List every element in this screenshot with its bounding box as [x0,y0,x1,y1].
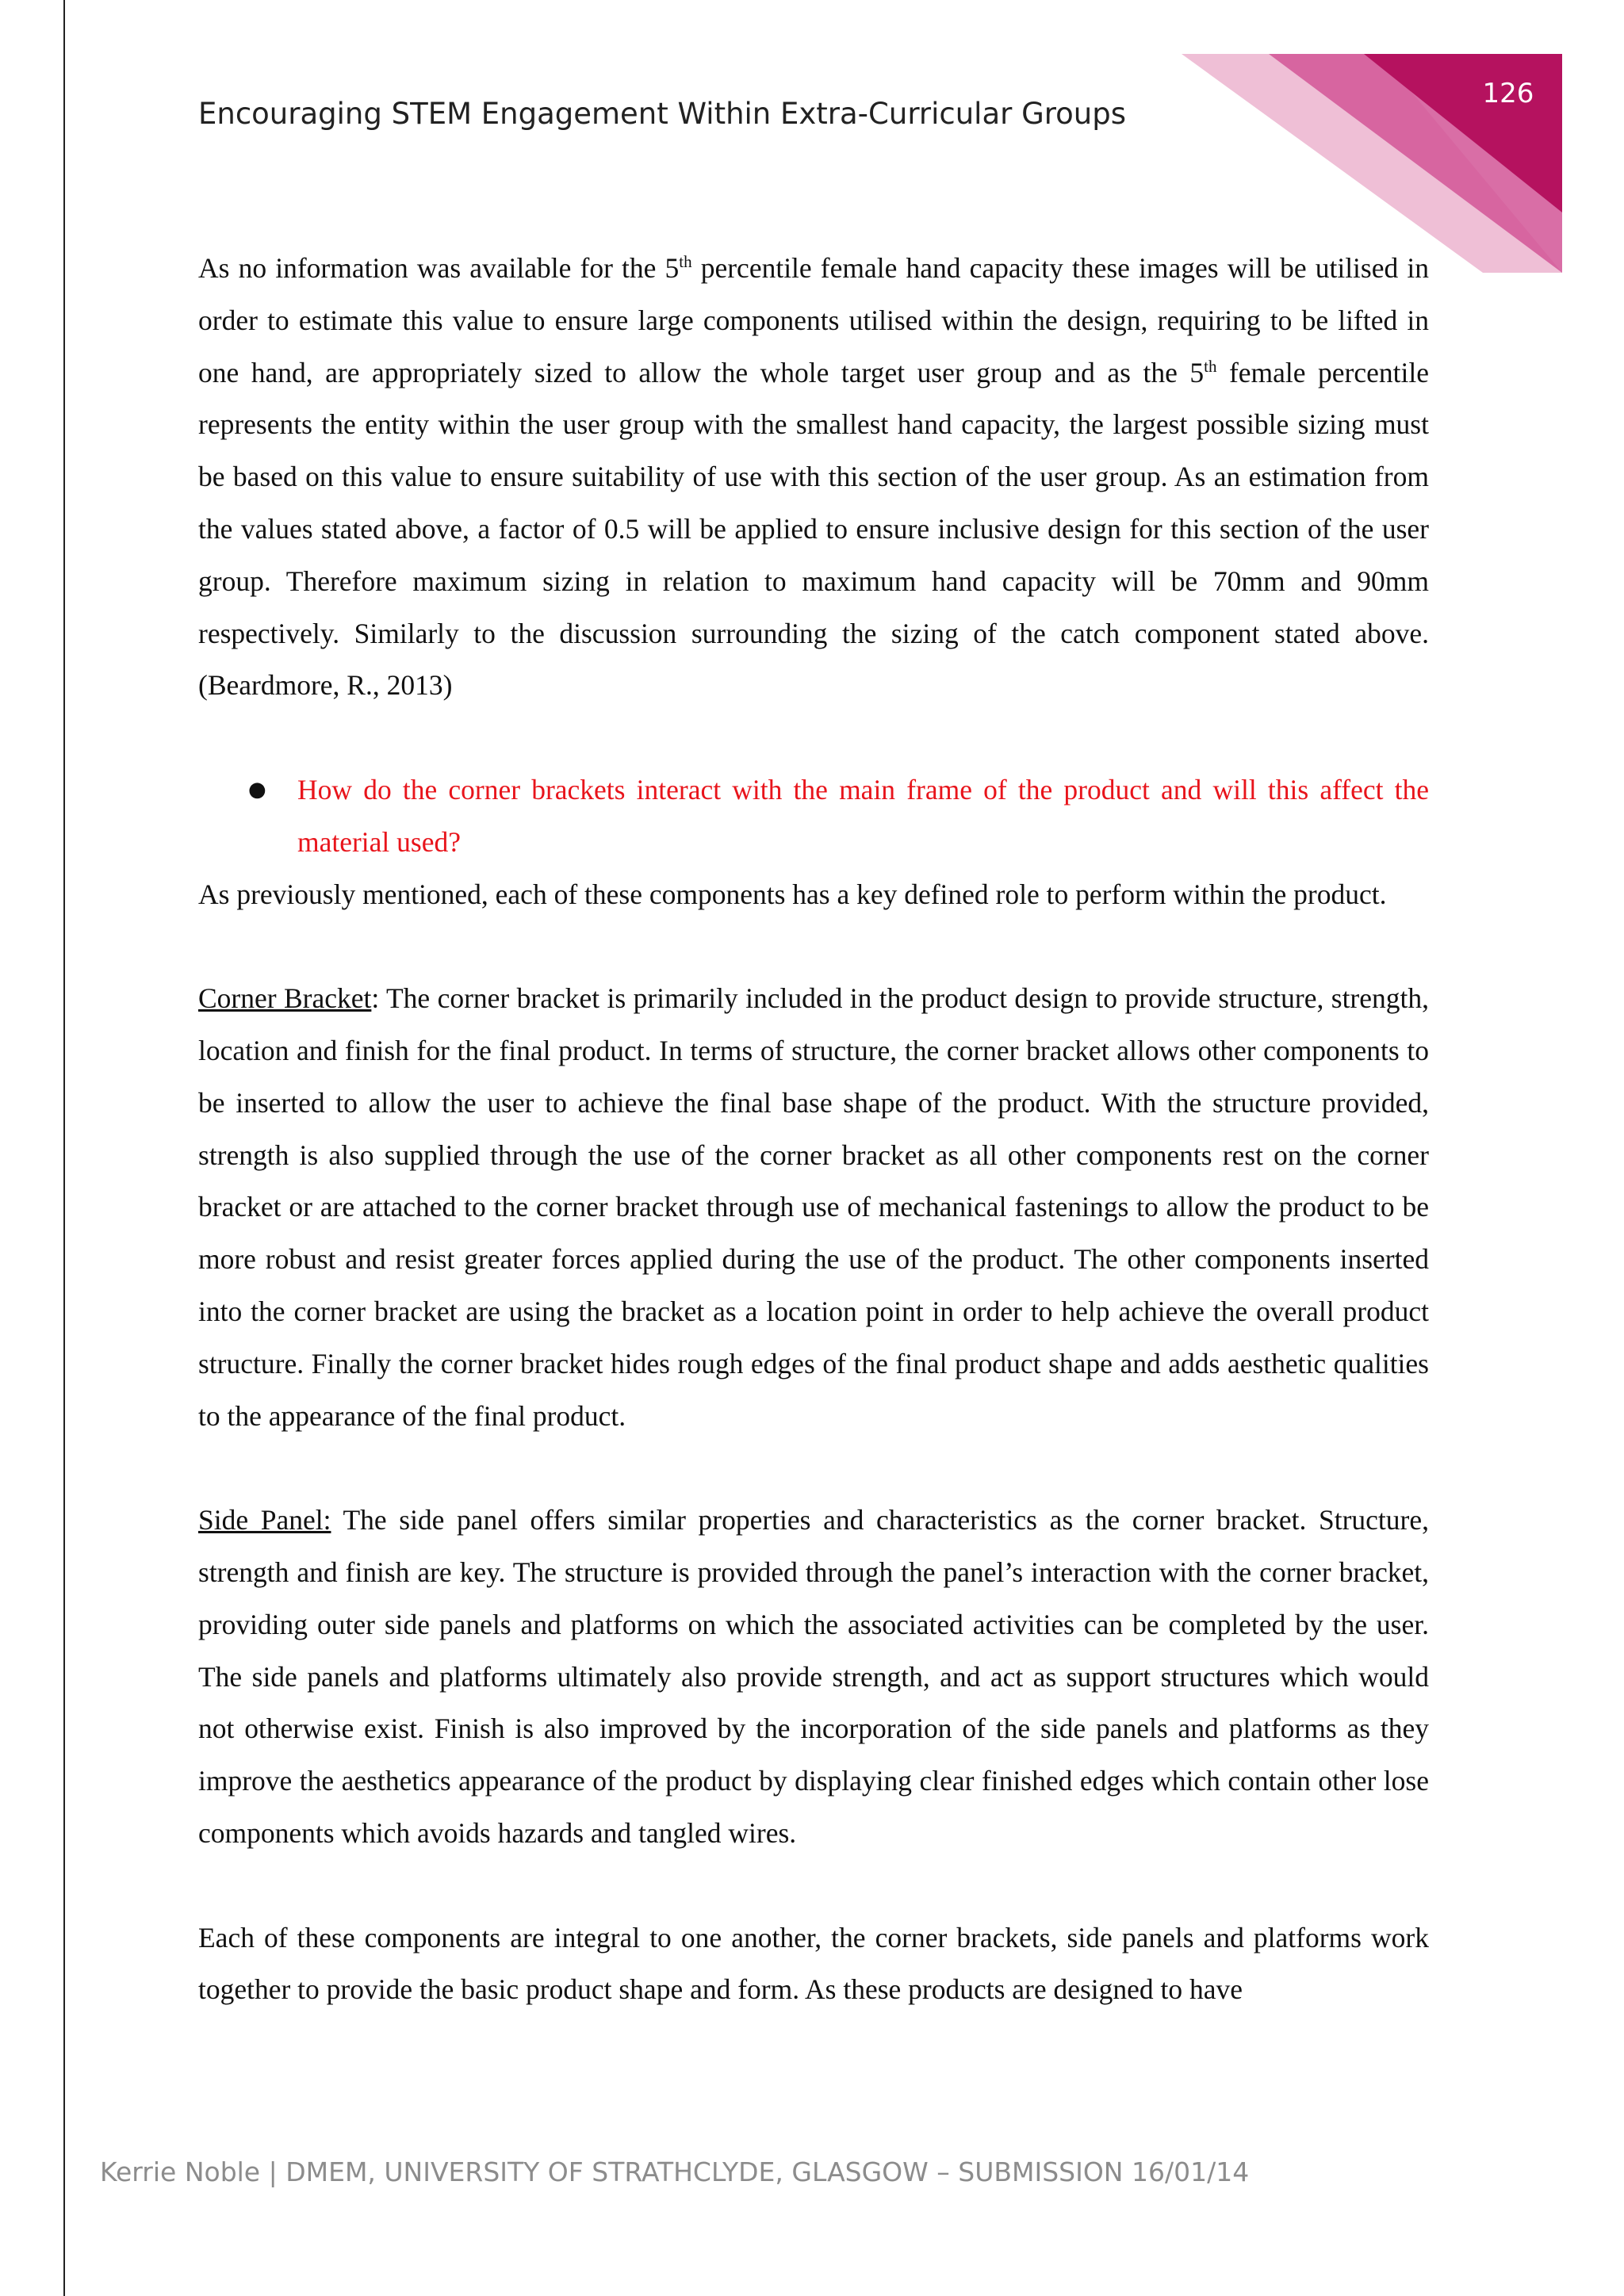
page-number: 126 [1482,78,1534,109]
footer-author-line: Kerrie Noble | DMEM, UNIVERSITY OF STRATHCLYDE, GLASGOW – SUBMISSION 16/01/14 [100,2156,1250,2187]
document-body [198,243,1429,2016]
side-panel-text: The side panel offers similar properties and characteristics as the corner bracket. Structure, strength and finish are key. The structure is provided through the panel’s interaction with the corner bracket, providing outer side panels and platforms on which the associated activities can be completed by the user. The side panels and platforms ultimately also provide strength, and act as support structures which would not otherwise exist. Finish is also improved by the incorporation of the side panels and platforms as they improve the aesthetics appearance of the product by displaying clear finished edges which contain other lose components which avoids hazards and tangled wires. [198,1504,1429,1849]
bullet-question-text: How do the corner brackets interact with the main frame of the product and will this affect the material used? [297,773,1429,858]
p1-superscript-1: th [679,252,692,271]
paragraph-components-intro: As previously mentioned, each of these components has a key defined role to perform within the product. [198,878,1387,910]
paragraph-corner-bracket [198,973,1429,1442]
p1-superscript-2: th [1204,356,1217,376]
bullet-icon: ● [248,777,266,802]
corner-bracket-text: : The corner bracket is primarily included in the product design to provide structure, strength, location and finish for the final product. In terms of structure, the corner bracket allows other components to be inserted to allow the user to achieve the final base shape of the product. With the structure provided, strength is also supplied through the use of the corner bracket as all other components rest on the corner bracket or are attached to the corner bracket through use of mechanical fastenings to allow the product to be more robust and resist greater forces applied during the use of the product. The other components inserted into the corner bracket are using the bracket as a location point in order to help achieve the overall product structure. Finally the corner bracket hides rough edges of the final product shape and adds aesthetic qualities to the appearance of the final product. [198,982,1430,1432]
paragraph-integration: Each of these components are integral to one another, the corner brackets, side panels and platforms work together to provide the basic product shape and form. As these products are designed to have [198,1921,1429,2006]
p1-text-a: As no information was available for the 5 [198,252,680,284]
p1-text-c: female percentile represents the entity within the user group with the smallest hand capacity, the largest possible sizing must be based on this value to ensure suitability of use with this section of the user group. As an estimation from the values stated above, a factor of 0.5 will be applied to ensure inclusive design for this section of the user group. Therefore maximum sizing in relation to maximum hand capacity will be 70mm and 90mm respectively. Similarly to the discussion surrounding the sizing of the catch component stated above. (Beardmore, R., 2013) [198,356,1429,702]
side-panel-label: Side Panel: [198,1504,331,1536]
paragraph-side-panel [198,1494,1429,1860]
p1-text-b: percentile female hand capacity these images will be utilised in order to estimate this value to ensure large components utilised within the design, requiring to be lifted in one hand, are appropriately sized to allow the whole target user group and as the 5 [198,252,1429,388]
page-margin-rule [63,0,65,2296]
paragraph-hand-capacity [198,243,1429,712]
running-header-title: Encouraging STEM Engagement Within Extra-Curricular Groups [198,97,1127,131]
bullet-question [198,764,1429,869]
corner-bracket-label: Corner Bracket [198,982,372,1015]
